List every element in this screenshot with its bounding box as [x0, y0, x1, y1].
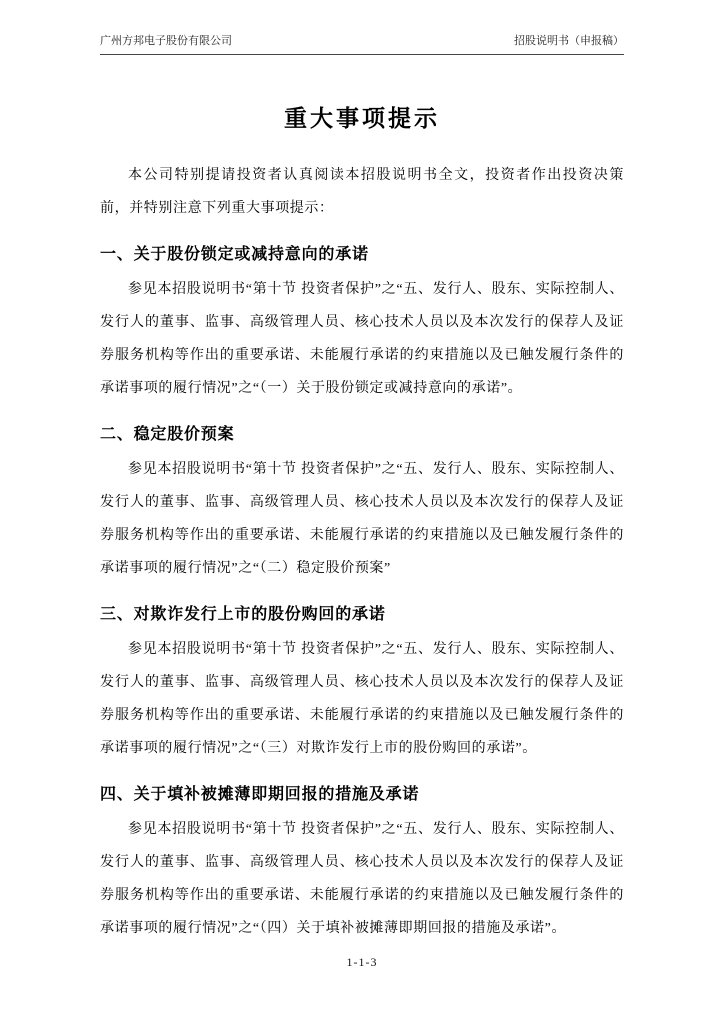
header-document-type: 招股说明书（申报稿）: [514, 35, 624, 47]
section-1-heading: 一、关于股份锁定或减持意向的承诺: [100, 246, 369, 263]
section-2-heading: 二、稳定股价预案: [100, 426, 235, 443]
section-4-heading: 四、关于填补被摊薄即期回报的措施及承诺: [100, 786, 420, 803]
section-4-body: 参见本招股说明书“第十节 投资者保护”之“五、发行人、股东、实际控制人、发行人的董事、监事、高级管理人员、核心技术人员以及本次发行的保荐人及证券服务机构等作出的重要承诺、未能履行承诺的约束措施以及已触发履行条件的承诺事项的履行情况”之“（四）关于填补被摊薄即期回报的措施及承诺”。: [100, 822, 624, 936]
section-1-body: 参见本招股说明书“第十节 投资者保护”之“五、发行人、股东、实际控制人、发行人的董事、监事、高级管理人员、核心技术人员以及本次发行的保荐人及证券服务机构等作出的重要承诺、未能履行承诺的约束措施以及已触发履行条件的承诺事项的履行情况”之“（一）关于股份锁定或减持意向的承诺”。: [100, 282, 624, 396]
section-3-heading: 三、对欺诈发行上市的股份购回的承诺: [100, 606, 386, 623]
section-2-body: 参见本招股说明书“第十节 投资者保护”之“五、发行人、股东、实际控制人、发行人的董事、监事、高级管理人员、核心技术人员以及本次发行的保荐人及证券服务机构等作出的重要承诺、未能履行承诺的约束措施以及已触发履行条件的承诺事项的履行情况”之“（二）稳定股价预案”: [100, 462, 624, 576]
intro-paragraph: 本公司特别提请投资者认真阅读本招股说明书全文，投资者作出投资决策前，并特别注意下列重大事项提示：: [100, 168, 624, 216]
running-header: [100, 34, 624, 55]
page-title: 重大事项提示: [284, 105, 440, 131]
section-1: [100, 240, 624, 405]
section-2: [100, 420, 624, 585]
page-number: 1-1-3: [346, 955, 378, 969]
section-3-body: 参见本招股说明书“第十节 投资者保护”之“五、发行人、股东、实际控制人、发行人的董事、监事、高级管理人员、核心技术人员以及本次发行的保荐人及证券服务机构等作出的重要承诺、未能履行承诺的约束措施以及已触发履行条件的承诺事项的履行情况”之“（三）对欺诈发行上市的股份购回的承诺”。: [100, 642, 624, 756]
section-4: [100, 780, 624, 945]
section-3: [100, 600, 624, 765]
header-company-name: 广州方邦电子股份有限公司: [100, 35, 232, 47]
